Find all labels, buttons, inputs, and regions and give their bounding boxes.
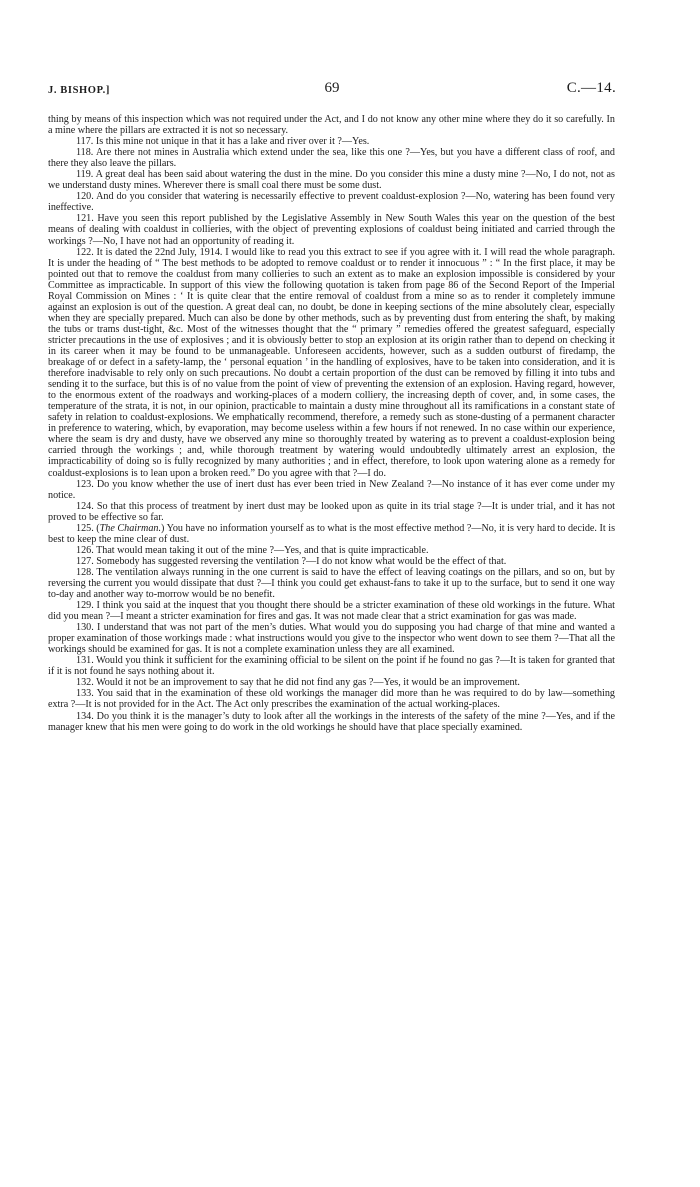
paragraph-q124: 124. So that this process of treatment by inert dust may be looked upon as quite in its trial stage ?—It is under trial, and it has not proved to be effective so far. [48,500,615,523]
paragraph-continuation: thing by means of this inspection which was not required under the Act, and I do not know any other mine where they do it so carefully. In a mine where the pillars are extracted it is not so necessary. [48,114,615,137]
paragraph-q130: 130. I understand that was not part of the men’s duties. What would you do supposing you had charge of that mine and wanted a proper examination of those workings made : what instructions would you give to the inspector who went down to see them ?—That all the workings should be examined for gas. It is not a complete examination unless they are all examined. [48,622,615,656]
paragraph-q122: 122. It is dated the 22nd July, 1914. I would like to read you this extract to see if you agree with it. I will read the whole paragraph. It is under the heading of “ The best methods to be adopted to remove coaldust or to render it innocuous ” : “ In the first place, it may be pointed out that to remove the coaldust from many collieries to such an extent as to make an explosion impossible is considered by your Committee as impracticable. In support of this view the following quotation is taken from page 86 of the Second Report of the Imperial Royal Commission on Mines : ‘ It is quite clear that the entire removal of coaldust from a mine so as to render it completely immune against an explosion is out of the question. A great deal can, no doubt, be done in keeping sections of the mine absolutely clear, especially when they are specially prepared. Much can also be done by other methods, such as by preventing dust from entering the shaft, by making the tubs or trams dust-tight, &c. Most of the witnesses thought that the “ primary ” remedies offered the greatest safeguard, especially stricter precautions in the use of explosives ; and it is obviously better to stop an explosion at its origin rather than to depend on checking it in its career when it may be found to be unmanageable. Unforeseen accidents, however, such as a sudden outburst of firedamp, the breakage of or defect in a safety-lamp, the ‘ personal equation ’ in the handling of explosives, have to be taken into consideration, and it is therefore inadvisable to rely only on such precautions. No doubt a certain proportion of the dust can be removed by filling it into tubs and sending it to the surface, but this is of no value from the point of view of preventing the extension of an explosion. Having regard, however, to the enormous extent of the roadways and working-places of a modern colliery, the increasing depth of cover, and, in some cases, the temperature of the strata, it is not, in our opinion, practicable to maintain a dusty mine throughout all its ramifications in a constant state of safety in relation to coaldust-explosions. We emphatically recommend, therefore, a remedy such as stone-dusting of a permanent character in preference to watering, which, by evaporation, may become useless within a few hours if not renewed. In no case within our experience, where the seam is dry and dusty, have we observed any mine so thoroughly treated by watering as to prevent a coaldust-explosion being carried through the workings ; and, while thorough treatment by watering would undoubtedly ultimately arrest an explosion, the impracticability of doing so is fully recognized by many authorities ; and in effect, therefore, to look upon watering alone as a remedy for coaldust-explosions is to lean upon a broken reed.” Do you agree with that ?—I do. [48,246,615,479]
paragraph-q133: 133. You said that in the examination of these old workings the manager did more than he was required to do by law—something extra ?—It is not provided for in the Act. The Act only prescribes the examination of the actual working-places. [48,688,615,711]
paragraph-q131: 131. Would you think it sufficient for the examining official to be silent on the point if he found no gas ?—It is taken for granted that if it is not found he says nothing about it. [48,655,615,678]
paragraph-q132: 132. Would it not be an improvement to say that he did not find any gas ?—Yes, it would be an improvement. [76,677,520,689]
paragraph-q118: 118. Are there not mines in Australia which extend under the sea, like this one ?—Yes, but you have a different class of roof, and there they also leave the pillars. [48,147,615,170]
paragraph-q126: 126. That would mean taking it out of the mine ?—Yes, and that is quite impracticable. [76,544,429,556]
paragraph-q128: 128. The ventilation always running in the one current is said to have the effect of leaving coatings on the pillars, and so on, but by reversing the current you would dissipate that dust ?—I think you could get exhaust-fans to take it up to the surface, but to send it one way to-day and another way to-morrow would be no benefit. [48,566,615,601]
paragraph-q120: 120. And do you consider that watering is necessarily effective to prevent coaldust-explosion ?—No, watering has been found very ineffective. [48,191,615,214]
paragraph-q129: 129. I think you said at the inquest that you thought there should be a stricter examination of these old workings in the future. What did you mean ?—I meant a stricter examination for fires and gas. It was not made clear that a strict examination for gas was made. [48,600,615,623]
paragraph-q117: 117. Is this mine not unique in that it has a lake and river over it ?—Yes. [76,136,370,148]
witness-name: J. BISHOP.] [48,85,110,96]
document-body [48,114,615,733]
document-code: C.—14. [566,80,616,96]
paragraph-q125: 125. (The Chairman.) You have no information yourself as to what is the most effective method ?—No, it is very hard to decide. It is best to keep the mine clear of dust. [48,522,616,545]
paragraph-q121: 121. Have you seen this report published by the Legislative Assembly in New South Wales this year on the question of the best means of dealing with coaldust in collieries, with the object of preventing explosions of coaldust being initiated and carried through the workings ?—No, I have not had an opportunity of reading it. [48,213,615,247]
paragraph-q127: 127. Somebody has suggested reversing the ventilation ?—I do not know what would be the effect of that. [76,555,507,567]
speaker-chairman: The Chairman. [99,522,162,534]
question-text: ) You have no information yourself as to what is the most effective method ?—No, it is very hard to decide. It is best to keep the mine clear of dust. [48,522,616,545]
paragraph-q119: 119. A great deal has been said about watering the dust in the mine. Do you consider this mine a dusty mine ?—No, I do not, not as we understand dusty mines. Wherever there is small coal there must be some dust. [48,169,615,192]
page-header [48,80,616,102]
paragraph-q134: 134. Do you think it is the manager’s duty to look after all the workings in the interests of the safety of the mine ?—Yes, and if the manager knew that his men were going to do work in the old workings he should have that place specially examined. [48,710,615,733]
page-number: 69 [324,80,340,96]
question-number: 125. [76,522,94,534]
paragraph-q123: 123. Do you know whether the use of inert dust has ever been tried in New Zealand ?—No instance of it has ever come under my notice. [48,478,615,501]
